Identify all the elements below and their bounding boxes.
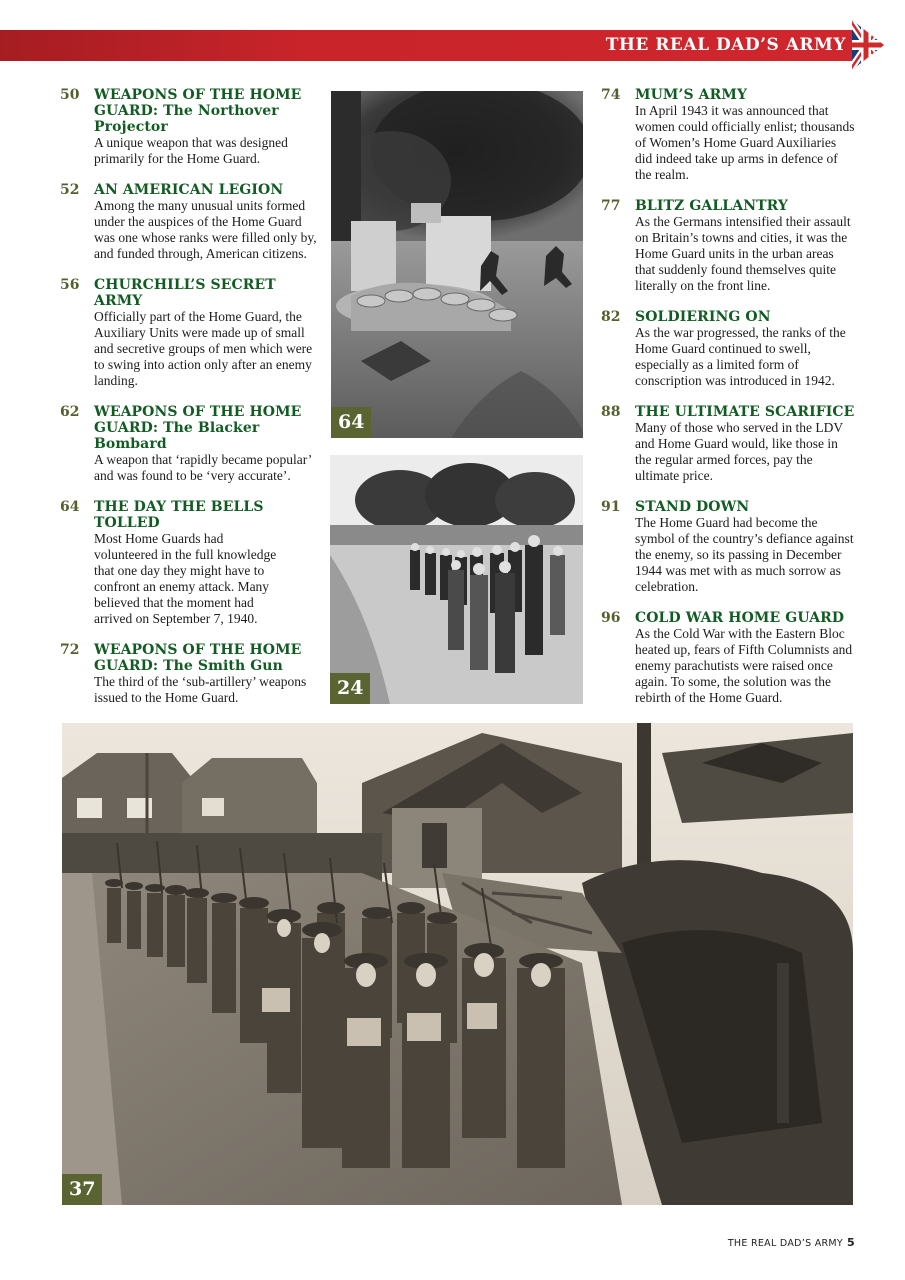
footer-page-number: 5 [847,1236,855,1249]
page-badge: 64 [331,407,371,438]
entry-title: STAND DOWN [635,499,750,515]
magazine-title: THE REAL DAD’S ARMY [605,35,846,55]
entry-title: THE DAY THE BELLS TOLLED [94,499,264,531]
entry-title: SOLDIERING ON [635,309,771,325]
page-badge: 24 [330,673,370,704]
contents-right-column [601,87,855,706]
entry-description: In April 1943 it was announced that women could officially enlist; thousands of Women’s Home Guard Auxiliaries did indeed take up arms in defence of the realm. [635,103,855,182]
page-number: 91 [601,499,621,515]
soldiers-photo-image [62,723,853,1205]
contents-entry[interactable] [601,87,855,183]
contents-entry[interactable] [60,182,320,262]
page-number: 96 [601,610,621,626]
entry-title: COLD WAR HOME GUARD [635,610,845,626]
footer-label: THE REAL DAD’S ARMY [727,1238,844,1249]
entry-description: A weapon that ‘rapidly became popular’ and was found to be ‘very accurate’. [94,452,312,483]
page-number: 74 [601,87,621,103]
entry-title: WEAPONS OF THE HOME GUARD: The Northover Projector [94,87,302,135]
entry-title: AN AMERICAN LEGION [94,182,284,198]
page-badge: 37 [62,1174,102,1205]
page-footer [728,1236,855,1249]
contents-entry[interactable] [60,87,320,167]
entry-description: Officially part of the Home Guard, the Auxiliary Units were made up of small and secretive groups of men which were to swing into action only after an enemy landing. [94,309,313,388]
contents-entry[interactable] [601,404,855,484]
battle-photo-image [331,91,583,438]
union-jack-icon [850,20,884,70]
entry-description: As the war progressed, the ranks of the Home Guard continued to swell, especially as a limited form of conscription was introduced in 1942. [635,325,846,388]
header-banner [0,30,858,61]
contents-entry[interactable] [601,610,855,706]
entry-description: Among the many unusual units formed under the auspices of the Home Guard was one whose ranks were filled only by, and funded through, American citizens. [94,198,317,261]
contents-entry[interactable] [60,404,320,484]
entry-description: The third of the ‘sub-artillery’ weapons issued to the Home Guard. [94,674,307,705]
entry-description: Many of those who served in the LDV and Home Guard would, like those in the regular armed forces, pay the ultimate price. [635,420,843,483]
page-number: 88 [601,404,621,420]
contents-entry[interactable] [601,499,855,595]
page-number: 72 [60,642,80,658]
photo-soldiers-marching[interactable] [62,723,853,1205]
page-number: 77 [601,198,621,214]
contents-entry[interactable] [601,309,855,389]
entry-title: WEAPONS OF THE HOME GUARD: The Smith Gun [94,642,302,674]
contents-entry[interactable] [60,642,320,706]
contents-entry[interactable] [60,277,320,389]
entry-description: The Home Guard had become the symbol of the country’s defiance against the enemy, so its passing in December 1944 was met with as much sorrow as celebration. [635,515,854,594]
contents-entry[interactable] [601,198,855,294]
entry-title: BLITZ GALLANTRY [635,198,789,214]
page-number: 50 [60,87,80,103]
contents-left-column [60,87,320,706]
entry-title: MUM’S ARMY [635,87,748,103]
entry-description: As the Cold War with the Eastern Bloc heated up, fears of Fifth Columnists and enemy parachutists were raised once again. To some, the solution was the rebirth of the Home Guard. [635,626,853,705]
page-number: 62 [60,404,80,420]
contents-entry[interactable] [60,499,320,627]
entry-title: CHURCHILL’S SECRET ARMY [94,277,276,309]
march-photo-image [330,455,583,704]
entry-description: As the Germans intensified their assault on Britain’s towns and cities, it was the Home Guard units in the urban areas that suddenly found themselves quite literally on the front line. [635,214,851,293]
entry-description: A unique weapon that was designed primarily for the Home Guard. [94,135,288,166]
page-number: 64 [60,499,80,515]
photo-battle-drill[interactable] [331,91,583,438]
entry-title: THE ULTIMATE SCARIFICE [635,404,855,420]
photo-marching-column[interactable] [330,455,583,704]
page-number: 56 [60,277,80,293]
page-number: 82 [601,309,621,325]
page-number: 52 [60,182,80,198]
entry-description: Most Home Guards had volunteered in the full knowledge that one day they might have to confront an enemy attack. Many believed that the moment had arrived on September 7, 1940. [94,531,277,626]
entry-title: WEAPONS OF THE HOME GUARD: The Blacker Bombard [94,404,302,452]
